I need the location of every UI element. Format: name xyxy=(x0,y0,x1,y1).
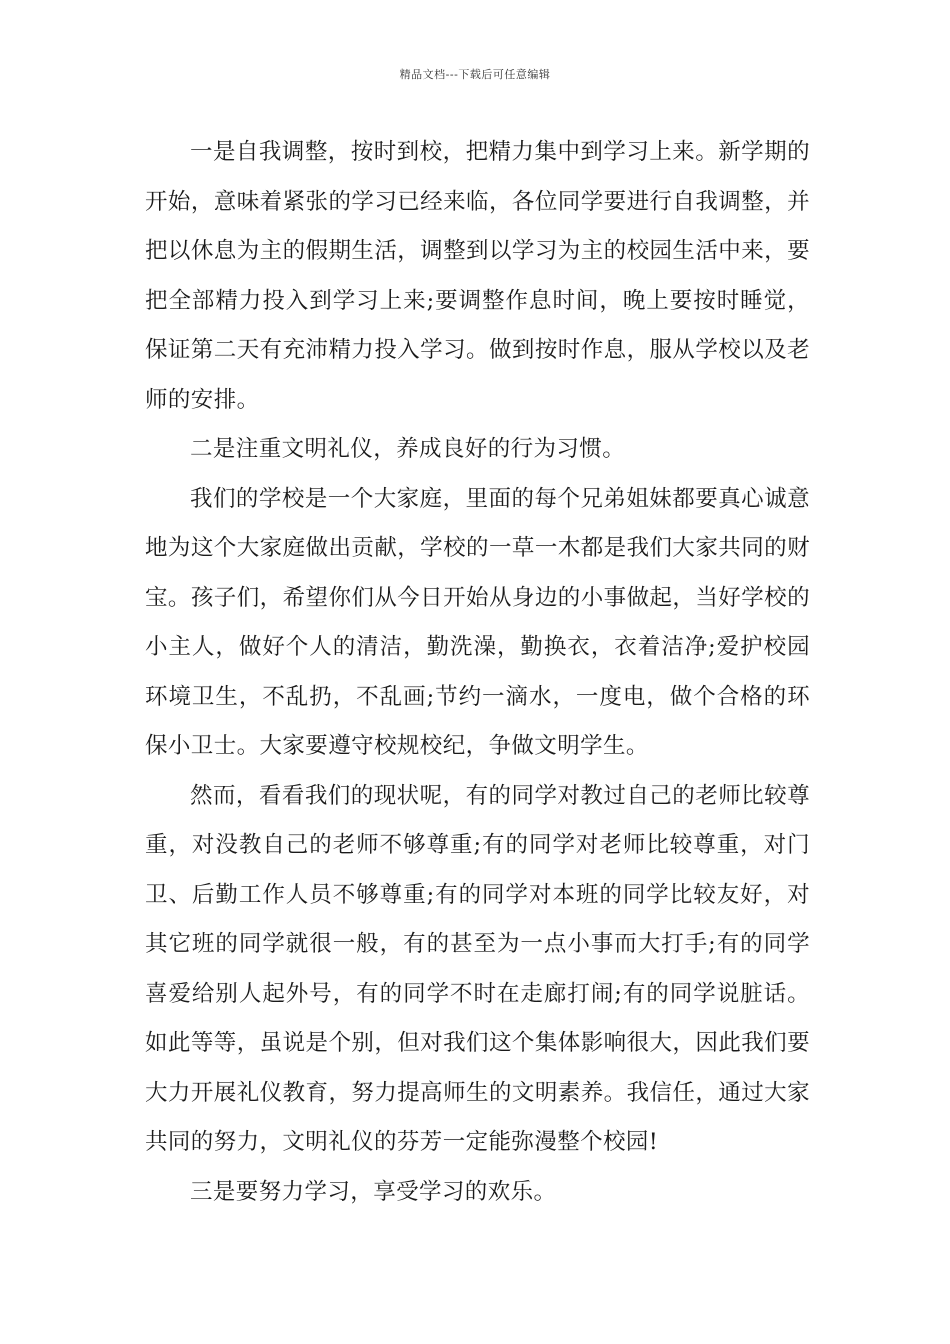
paragraph-etiquette-heading: 二是注重文明礼仪，养成良好的行为习惯。 xyxy=(190,436,626,462)
document-body xyxy=(145,128,810,1217)
paragraph-study-heading: 三是要努力学习，享受学习的欢乐。 xyxy=(190,1178,557,1205)
paragraph-current-situation: 然而，看看我们的现状呢，有的同学对教过自己的老师比较尊重，对没教自己的老师不够尊重;有的同学对老师比较尊重，对门卫、后勤工作人员不够尊重;有的同学对本班的同学比较友好，对其它班的同学就很一般，有的甚至为一点小事而大打手;有的同学喜爱给别人起外号，有的同学不时在走廊打闹;有的同学说脏话。如此等等，虽说是个别，但对我们这个集体影响很大，因此我们要大力开展礼仪教育，努力提高师生的文明素养。我信任，通过大家共同的努力，文明礼仪的芬芳一定能弥漫整个校园! xyxy=(145,782,810,1155)
paragraph-self-adjustment: 一是自我调整，按时到校，把精力集中到学习上来。新学期的开始，意味着紧张的学习已经来临，各位同学要进行自我调整，并把以休息为主的假期生活，调整到以学习为主的校园生活中来，要把全部精力投入到学习上来;要调整作息时间，晚上要按时睡觉，保证第二天有充沛精力投入学习。做到按时作息，服从学校以及老师的安排。 xyxy=(145,139,810,413)
paragraph-school-family: 我们的学校是一个大家庭，里面的每个兄弟姐妹都要真心诚意地为这个大家庭做出贡献，学校的一草一木都是我们大家共同的财宝。孩子们，希望你们从今日开始从身边的小事做起，当好学校的小主人，做好个人的清洁，勤洗澡，勤换衣，衣着洁净;爱护校园环境卫生，不乱扔，不乱画;节约一滴水，一度电，做个合格的环保小卫士。大家要遵守校规校纪，争做文明学生。 xyxy=(145,485,810,759)
page-header: 精品文档---下载后可任意编辑 xyxy=(399,68,551,81)
